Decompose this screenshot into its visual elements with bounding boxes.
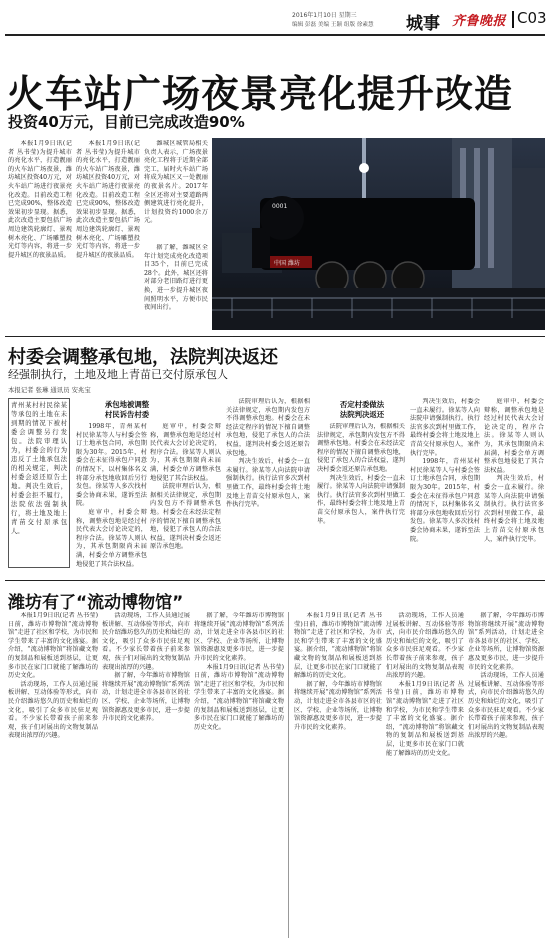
story3-headline: 潍坊有了“流动博物馆” [8,593,184,613]
story1-subhead: 投资40万元，目前已完成改造90% [8,113,245,131]
story1-body-col3: 潍城区城管局相关负责人表示，广场夜景亮化工程将于近期全部完工，届时火车站广场将成为城区又一处靓丽的夜景名片。2017年全区还将对主要道路两侧建筑进行亮化提升，计划投资约1000余万元。 [144,140,208,225]
story3-body-4: 本报1月9日讯(记者 丛书莹)日前，潍坊市博物馆“流动博物馆”走进了社区和学校，为市民和学生带来了丰富的文化盛宴。据介绍，“流动博物馆”将馆藏文物的复制品和展板送到基层，让更多市民在家门口就能了解潍坊的历史文化。 据了解，今年潍坊市博物馆将继续开展“流动博物馆”系列活动，计划走进全市各县市区的社区、学校、企业等场所，让博物馆资源惠及更多市民，进一步提升市民的文化素养。 [294,612,382,731]
page-number: C03 [517,9,547,27]
story1-headline: 火车站广场夜景亮化提升改造 [6,72,514,116]
story2-body-2: 庭审中，村委会辩称，调整承包地是经过村民代表大会讨论决定的，程序合法。徐某等人则认为，其承包期限尚未届满，村委会单方调整承包地侵犯了其合法权益。 法院审理后认为，根据相关法律规定，承包期内发包方不得调整承包地。村委会在未经法定程序的情况下擅自调整承包地，侵犯了承包人的合法权益，遂判决村委会返还原告承包地。 [150,423,221,551]
column-rule-right [288,612,289,938]
section-title: 城事 [406,14,440,34]
story2-body-5: 判决生效后，村委会一直未履行。徐某等人向法院申请强制执行。执行法官多次到村里做工作，最终村委会将土地及地上青苗交付原承包人，案件执行完毕。 1998年，青州某村村民徐某等人与村委会签订土地承包合同，承包期限为30年。2015年，村委会在未征得承包户同意的情况下，以村集体名义将部分承包地收回后另行发包。徐某等人多次找村委会协商未果，遂诉至法院。 [410,398,480,543]
story1-bottom-rule [5,336,545,337]
story2-subhead: 经强制执行，土地及地上青苗已交付原承包人 [8,368,228,381]
story3-body-5: 活动现场，工作人员通过展板讲解、互动体验等形式，向市民介绍潍坊悠久的历史和灿烂的文化，吸引了众多市民驻足观看。不少家长带着孩子前来参观，孩子们对展出的文物复制品表现出浓厚的兴趣。 本报1月9日讯(记者 丛书莹)日前，潍坊市博物馆“流动博物馆”走进了社区和学校，为市民和学生带来了丰富的文化盛宴。据介绍，“流动博物馆”将馆藏文物的复制品和展板送到基层，让更多市民在家门口就能了解潍坊的历史文化。 [386,612,464,757]
story2-body-1: 1998年，青州某村村民徐某等人与村委会签订土地承包合同，承包期限为30年。2015年，村委会在未征得承包户同意的情况下，以村集体名义将部分承包地收回后另行发包。徐某等人多次找村委会协商未果，遂诉至法院。 庭审中，村委会辩称，调整承包地是经过村民代表大会讨论决定的，程序合法。徐某等人则认为，其承包期限尚未届满，村委会单方调整承包地侵犯了其合法权益。 [76,423,147,568]
paper-logo: 齐鲁晚报 [452,14,507,29]
story1-body-col2: 本报1月9日讯(记者 丛书莹)为提升城市的亮化水平，打造靓丽的火车站广场夜景，潍坊城区投资40万元，对火车站广场进行夜景亮化改造。目前改造工程已完成90%，整体改造效果初步显现。据悉，此次改造主要包括广场周边建筑轮廓灯、景观树木亮化、广场雕塑投光灯等内容，将进一步提升城区的夜景品质。 [76,140,140,259]
divider-bar [512,11,514,28]
story2-column-head-2: 否定村委做法 法院判决返还 [339,400,385,419]
masthead-rule [5,34,545,36]
story3-body-6: 据了解，今年潍坊市博物馆将继续开展“流动博物馆”系列活动，计划走进全市各县市区的社区、学校、企业等场所，让博物馆资源惠及更多市民，进一步提升市民的文化素养。 活动现场，工作人员通过展板讲解、互动体验等形式，向市民介绍潍坊悠久的历史和灿烂的文化，吸引了众多市民驻足观看。不少家长带着孩子前来参观，孩子们对展出的文物复制品表现出浓厚的兴趣。 [468,612,544,740]
story3-body-3: 据了解，今年潍坊市博物馆将继续开展“流动博物馆”系列活动，计划走进全市各县市区的社区、学校、企业等场所，让博物馆资源惠及更多市民，进一步提升市民的文化素养。 本报1月9日讯(记者 丛书莹)日前，潍坊市博物馆“流动博物馆”走进了社区和学校，为市民和学生带来了丰富的文化盛宴。据介绍，“流动博物馆”将馆藏文物的复制品和展板送到基层，让更多市民在家门口就能了解潍坊的历史文化。 [194,612,284,731]
story2-byline: 本报记者 张琳 通讯员 安兆宝 [8,386,91,394]
story3-body-2: 活动现场，工作人员通过展板讲解、互动体验等形式，向市民介绍潍坊悠久的历史和灿烂的文化，吸引了众多市民驻足观看。不少家长带着孩子前来参观，孩子们对展出的文物复制品表现出浓厚的兴趣。 据了解，今年潍坊市博物馆将继续开展“流动博物馆”系列活动，计划走进全市各县市区的社区、学校、企业等场所，让博物馆资源惠及更多市民，进一步提升市民的文化素养。 [102,612,190,723]
story2-summary-box [8,398,70,568]
story2-body-6: 庭审中，村委会辩称，调整承包地是经过村民代表大会讨论决定的，程序合法。徐某等人则认为，其承包期限尚未届满，村委会单方调整承包地侵犯了其合法权益。 判决生效后，村委会一直未履行。徐某等人向法院申请强制执行。执行法官多次到村里做工作，最终村委会将土地及地上青苗交付原承包人，案件执行完毕。 [484,398,544,543]
train-photo-illustration [212,138,545,330]
locomotive-number: 0001 [272,203,288,210]
story2-body-4: 法院审理后认为，根据相关法律规定，承包期内发包方不得调整承包地。村委会在未经法定程序的情况下擅自调整承包地，侵犯了承包人的合法权益，遂判决村委会返还原告承包地。 判决生效后，村委会一直未履行。徐某等人向法院申请强制执行。执行法官多次到村里做工作，最终村委会将土地及地上青苗交付原承包人，案件执行完毕。 [317,423,405,525]
masthead-editors: 编辑 彭磊 美编 王颖 组版 徐素慧 [292,22,374,28]
night-train-photo [212,138,545,330]
story1-body-col1: 本报1月9日讯(记者 丛书莹)为提升城市的亮化水平，打造靓丽的火车站广场夜景，潍坊城区投资40万元，对火车站广场进行夜景亮化改造。目前改造工程已完成90%，整体改造效果初步显现。据悉，此次改造主要包括广场周边建筑轮廓灯、景观树木亮化、广场雕塑投光灯等内容，将进一步提升城区的夜景品质。 [8,140,72,259]
story2-column-head-1: 承包地被调整 村民诉告村委 [104,400,150,419]
story1-body-col4: 据了解，潍城区全年计划完成亮化改造项目35个，目前已完成28个。此外，城区还将对部分老旧路灯进行更换，进一步提升城区夜间照明水平，方便市民夜间出行。 [144,244,208,312]
story2-summary-text: 青州某村村民徐某等承包的土地在未到期的情况下被村委会调整另行发包。法院审理认为，村委会的行为违反了土地承包法的相关规定，判决村委会返还原告土地。判决生效后，村委会拒不履行，法院依法强制执行，将土地及地上青苗交付原承包人。 [11,402,67,535]
story2-headline: 村委会调整承包地，法院判决返还 [8,347,278,368]
story3-body-1: 本报1月9日讯(记者 丛书莹)日前，潍坊市博物馆“流动博物馆”走进了社区和学校，为市民和学生带来了丰富的文化盛宴。据介绍，“流动博物馆”将馆藏文物的复制品和展板送到基层，让更多市民在家门口就能了解潍坊的历史文化。 活动现场，工作人员通过展板讲解、互动体验等形式，向市民介绍潍坊悠久的历史和灿烂的文化，吸引了众多市民驻足观看。不少家长带着孩子前来参观，孩子们对展出的文物复制品表现出浓厚的兴趣。 [8,612,98,740]
story2-bottom-rule [5,580,545,581]
locomotive-badge: 中国 潍坊 [274,260,300,267]
story2-body-3: 法院审理后认为，根据相关法律规定，承包期内发包方不得调整承包地。村委会在未经法定程序的情况下擅自调整承包地，侵犯了承包人的合法权益，遂判决村委会返还原告承包地。 判决生效后，村委会一直未履行。徐某等人向法院申请强制执行。执行法官多次到村里做工作，最终村委会将土地及地上青苗交付原承包人，案件执行完毕。 [226,398,310,509]
masthead-dateline: 2016年1月10日 星期三 [292,12,357,19]
